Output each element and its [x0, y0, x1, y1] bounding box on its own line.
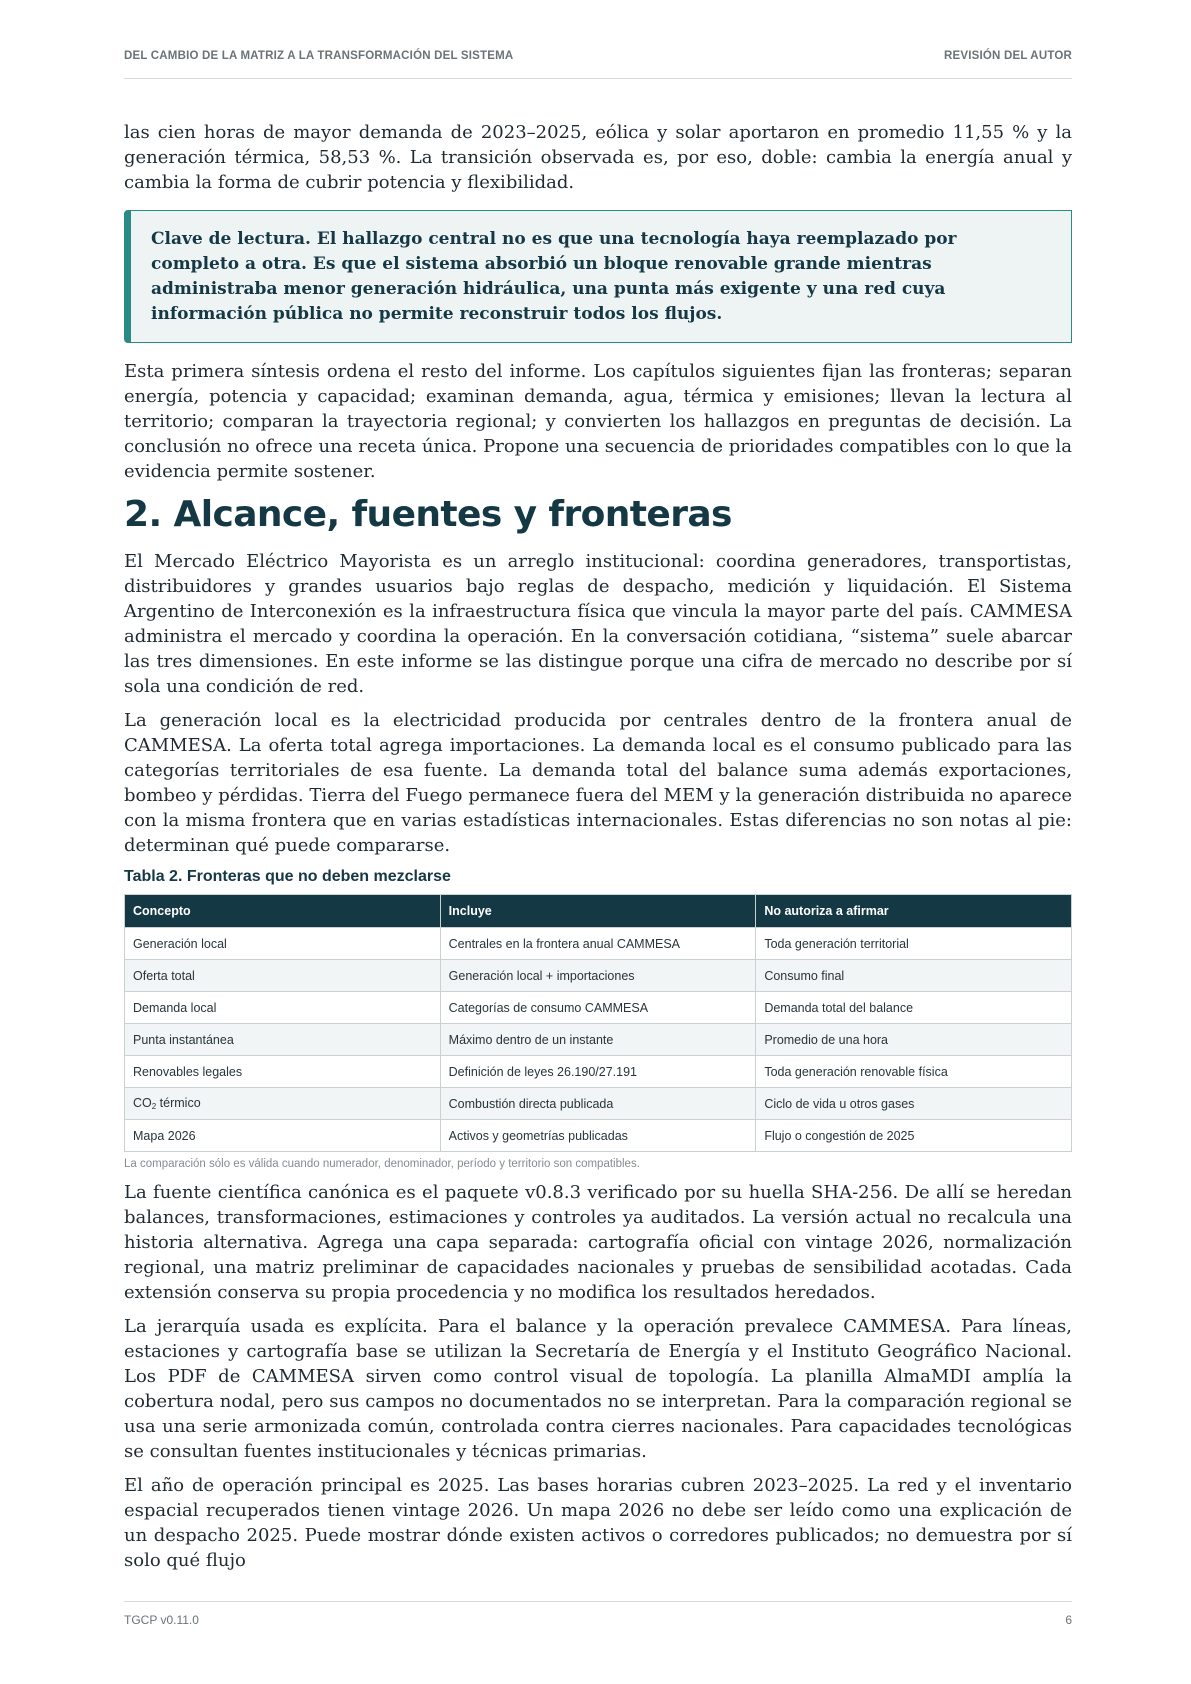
- section-heading: 2. Alcance, fuentes y fronteras: [124, 494, 732, 535]
- table-cell: Toda generación renovable física: [756, 1056, 1072, 1088]
- table-row: [125, 1056, 1072, 1088]
- table-cell: Categorías de consumo CAMMESA: [440, 992, 756, 1024]
- table-cell: Ciclo de vida u otros gases: [756, 1088, 1072, 1120]
- table-caption: Tabla 2. Fronteras que no deben mezclarse: [124, 868, 451, 885]
- table-header-row: [125, 895, 1072, 928]
- table-cell: Activos y geometrías publicadas: [440, 1120, 756, 1152]
- table-cell: Toda generación territorial: [756, 928, 1072, 960]
- table-cell: Definición de leyes 26.190/27.191: [440, 1056, 756, 1088]
- co2-prefix: CO: [133, 1096, 152, 1110]
- column-header-concepto: Concepto: [125, 895, 441, 928]
- table-cell: Mapa 2026: [125, 1120, 441, 1152]
- table-row: [125, 1024, 1072, 1056]
- header-divider: [124, 78, 1072, 79]
- table-cell: Centrales en la frontera anual CAMMESA: [440, 928, 756, 960]
- boundaries-table: [124, 894, 1072, 1152]
- table-cell: Oferta total: [125, 960, 441, 992]
- closing-paragraph: La fuente científica canónica es el paquete v0.8.3 verificado por su huella SHA-256. De allí se heredan balances, transformaciones, estimaciones y controles ya auditados. La versión actual no recalcula una historia alternativa. Agrega una capa separada: cartografía oficial con vintage 2026, normalización regional, una matriz preliminar de capacidades nacionales y pruebas de sensibilidad acotadas. Cada extensión conserva su propia procedencia y no modifica los resultados heredados.: [124, 1182, 1072, 1303]
- table-cell-co2: [125, 1088, 441, 1120]
- table-cell: Flujo o congestión de 2025: [756, 1120, 1072, 1152]
- footer-divider: [124, 1601, 1072, 1602]
- table-row: [125, 928, 1072, 960]
- page-body: [124, 120, 1072, 1582]
- callout-text: Clave de lectura. El hallazgo central no es que una tecnología haya reemplazado por completo a otra. Es que el sistema absorbió un bloque renovable grande mientras administraba menor generación hidráulica, una punta más exigente y una red cuya información pública no permite reconstruir todos los flujos.: [151, 229, 957, 324]
- table-cell: Promedio de una hora: [756, 1024, 1072, 1056]
- section-paragraph: La generación local es la electricidad producida por centrales dentro de la frontera anual de CAMMESA. La oferta total agrega importaciones. La demanda local es el consumo publicado para las categorías territoriales de esa fuente. La demanda total del balance suma además exportaciones, bombeo y pérdidas. Tierra del Fuego permanece fuera del MEM y la generación distribuida no aparece con la misma frontera que en varias estadísticas internacionales. Estas diferencias no son notas al pie: determinan qué puede compararse.: [124, 710, 1072, 856]
- table-cell: Generación local + importaciones: [440, 960, 756, 992]
- closing-paragraph: El año de operación principal es 2025. Las bases horarias cubren 2023–2025. La red y el inventario espacial recuperados tienen vintage 2026. Un mapa 2026 no debe ser leído como una explicación de un despacho 2025. Puede mostrar dónde existen activos o corredores publicados; no demuestra por sí solo qué flujo: [124, 1475, 1072, 1571]
- table-cell: Demanda total del balance: [756, 992, 1072, 1024]
- header-left-title: DEL CAMBIO DE LA MATRIZ A LA TRANSFORMACIÓN DEL SISTEMA: [124, 50, 514, 62]
- running-footer: [124, 1613, 1072, 1627]
- running-header: [124, 50, 1072, 62]
- table-cell: Consumo final: [756, 960, 1072, 992]
- table-cell: Renovables legales: [125, 1056, 441, 1088]
- intro-paragraph: las cien horas de mayor demanda de 2023–2025, eólica y solar aportaron en promedio 11,55 % y la generación térmica, 58,53 %. La transición observada es, por eso, doble: cambia la energía anual y cambia la forma de cubrir potencia y flexibilidad.: [124, 122, 1072, 193]
- column-header-no-autoriza: No autoriza a afirmar: [756, 895, 1072, 928]
- column-header-incluye: Incluye: [440, 895, 756, 928]
- page-number: 6: [1065, 1613, 1072, 1627]
- footer-version: TGCP v0.11.0: [124, 1613, 199, 1627]
- synthesis-paragraph: Esta primera síntesis ordena el resto del informe. Los capítulos siguientes fijan las fronteras; separan energía, potencia y capacidad; examinan demanda, agua, térmica y emisiones; llevan la lectura al territorio; comparan la trayectoria regional; y convierten los hallazgos en preguntas de decisión. La conclusión no ofrece una receta única. Propone una secuencia de prioridades compatibles con lo que la evidencia permite sostener.: [124, 361, 1072, 482]
- co2-subscript: 2: [151, 1102, 157, 1111]
- section-paragraph: El Mercado Eléctrico Mayorista es un arreglo institucional: coordina generadores, transportistas, distribuidores y grandes usuarios bajo reglas de despacho, medición y liquidación. El Sistema Argentino de Interconexión es la infraestructura física que vincula la mayor parte del país. CAMMESA administra el mercado y coordina la operación. En la conversación cotidiana, “sistema” suele abarcar las tres dimensiones. En este informe se las distingue porque una cifra de mercado no describe por sí sola una condición de red.: [124, 551, 1072, 697]
- table-note: La comparación sólo es válida cuando numerador, denominador, período y territorio son compatibles.: [124, 1158, 640, 1170]
- table-row: [125, 1120, 1072, 1152]
- table-cell: Generación local: [125, 928, 441, 960]
- document-page: [124, 0, 1072, 1684]
- table-row: [125, 1088, 1072, 1120]
- table-cell: Combustión directa publicada: [440, 1088, 756, 1120]
- table-cell: Máximo dentro de un instante: [440, 1024, 756, 1056]
- table-row: [125, 992, 1072, 1024]
- table-row: [125, 960, 1072, 992]
- table-cell: Demanda local: [125, 992, 441, 1024]
- closing-paragraph: La jerarquía usada es explícita. Para el balance y la operación prevalece CAMMESA. Para líneas, estaciones y cartografía base se utilizan la Secretaría de Energía y el Instituto Geográfico Nacional. Los PDF de CAMMESA sirven como control visual de topología. La planilla AlmaMDI amplía la cobertura nodal, pero sus campos no documentados no se interpretan. Para la comparación regional se usa una serie armonizada común, controlada contra cierres nacionales. Para capacidades tecnológicas se consultan fuentes institucionales y técnicas primarias.: [124, 1316, 1072, 1462]
- table-cell: Punta instantánea: [125, 1024, 441, 1056]
- header-right-label: REVISIÓN DEL AUTOR: [944, 50, 1072, 62]
- co2-suffix: térmico: [156, 1096, 201, 1110]
- reading-key-callout: [124, 210, 1072, 343]
